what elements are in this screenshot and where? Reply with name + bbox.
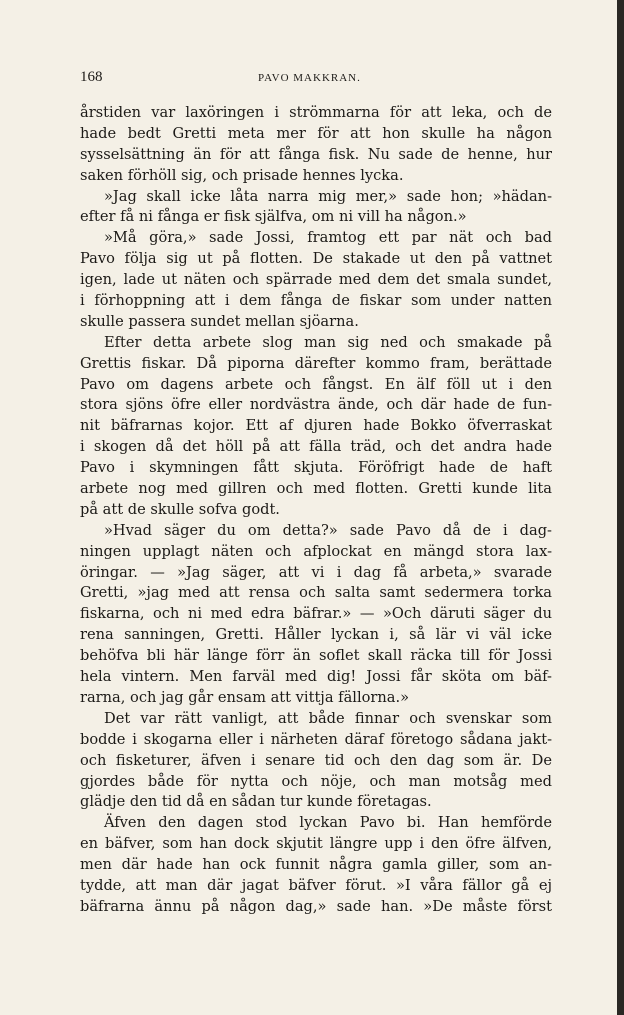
text-line: bäfrarna ännu på någon dag,» sade han. »De måste först bbox=[80, 897, 552, 915]
text-line: Gretti, »jag med att rensa och salta samt sedermera torka bbox=[80, 584, 552, 602]
text-line: i skogen då det höll på att fälla träd, och det andra hade bbox=[80, 438, 552, 456]
text-line: igen, lade ut näten och spärrade med dem det smala sundet, bbox=[80, 271, 552, 289]
text-line: men där hade han ock funnit några gamla giller, som an- bbox=[80, 856, 552, 874]
text-line: bodde i skogarna eller i närheten däraf företogo sådana jakt- bbox=[80, 730, 552, 748]
text-line: Pavo i skymningen fått skjuta. Föröfrigt hade de haft bbox=[80, 459, 552, 477]
running-head: PAVO MAKKRAN. bbox=[258, 72, 361, 84]
text-line: Pavo om dagens arbete och fångst. En älf föll ut i den bbox=[80, 375, 552, 393]
body-text bbox=[80, 103, 552, 918]
text-line: en bäfver, som han dock skjutit längre upp i den öfre älfven, bbox=[80, 835, 552, 853]
text-line: Grettis fiskar. Då piporna därefter kommo fram, berättade bbox=[80, 354, 552, 372]
text-line: »Hvad säger du om detta?» sade Pavo då de i dag- bbox=[104, 521, 552, 539]
text-line: skulle passera sundet mellan sjöarna. bbox=[80, 312, 359, 330]
text-line: ningen upplagt näten och afplockat en mängd stora lax- bbox=[80, 542, 552, 560]
text-line: glädje den tid då en sådan tur kunde företagas. bbox=[80, 793, 432, 811]
text-line: behöfva bli här länge förr än soflet skall räcka till för Jossi bbox=[80, 647, 552, 665]
text-line: tydde, att man där jagat bäfver förut. »I våra fällor gå ej bbox=[80, 876, 552, 894]
text-line: stora sjöns öfre eller nordvästra ände, och där hade de fun- bbox=[80, 396, 552, 414]
text-line: gjordes både för nytta och nöje, och man motsåg med bbox=[80, 772, 552, 790]
text-line: fiskarna, och ni med edra bäfrar.» — »Och däruti säger du bbox=[80, 605, 552, 623]
text-line: Efter detta arbete slog man sig ned och smakade på bbox=[104, 333, 552, 351]
text-line: på att de skulle sofva godt. bbox=[80, 500, 280, 518]
text-line: efter få ni fånga er fisk själfva, om ni vill ha någon.» bbox=[80, 208, 467, 226]
text-line: öringar. — »Jag säger, att vi i dag få arbeta,» svarade bbox=[80, 563, 552, 581]
page-number: 168 bbox=[80, 69, 103, 85]
text-line: Det var rätt vanligt, att både finnar och svenskar som bbox=[104, 709, 552, 727]
text-line: Äfven den dagen stod lyckan Pavo bi. Han hemförde bbox=[104, 814, 552, 832]
text-line: arbete nog med gillren och med flotten. Gretti kunde lita bbox=[80, 480, 552, 498]
text-line: sysselsättning än för att fånga fisk. Nu sade de henne, hur bbox=[80, 145, 552, 163]
text-line: saken förhöll sig, och prisade hennes lycka. bbox=[80, 166, 404, 184]
page-header bbox=[80, 69, 552, 89]
text-line: »Jag skall icke låta narra mig mer,» sade hon; »hädan- bbox=[104, 187, 552, 205]
page-edge-shadow bbox=[617, 0, 624, 1015]
text-line: rarna, och jag går ensam att vittja fällorna.» bbox=[80, 688, 410, 706]
text-line: nit bäfrarnas kojor. Ett af djuren hade Bokko öfverraskat bbox=[80, 417, 552, 435]
text-line: rena sanningen, Gretti. Håller lyckan i, så lär vi väl icke bbox=[80, 626, 552, 644]
text-line: och fisketurer, äfven i senare tid och den dag som är. De bbox=[80, 751, 552, 769]
text-line: Pavo följa sig ut på flotten. De stakade ut den på vattnet bbox=[80, 250, 552, 268]
text-line: årstiden var laxöringen i strömmarna för att leka, och de bbox=[80, 104, 552, 121]
text-line: hade bedt Gretti meta mer för att hon skulle ha någon bbox=[80, 124, 552, 142]
text-line: hela vintern. Men farväl med dig! Jossi får sköta om bäf- bbox=[80, 668, 552, 686]
text-line: i förhoppning att i dem fånga de fiskar som under natten bbox=[80, 292, 552, 310]
text-line: »Må göra,» sade Jossi, framtog ett par nät och bad bbox=[104, 229, 552, 247]
